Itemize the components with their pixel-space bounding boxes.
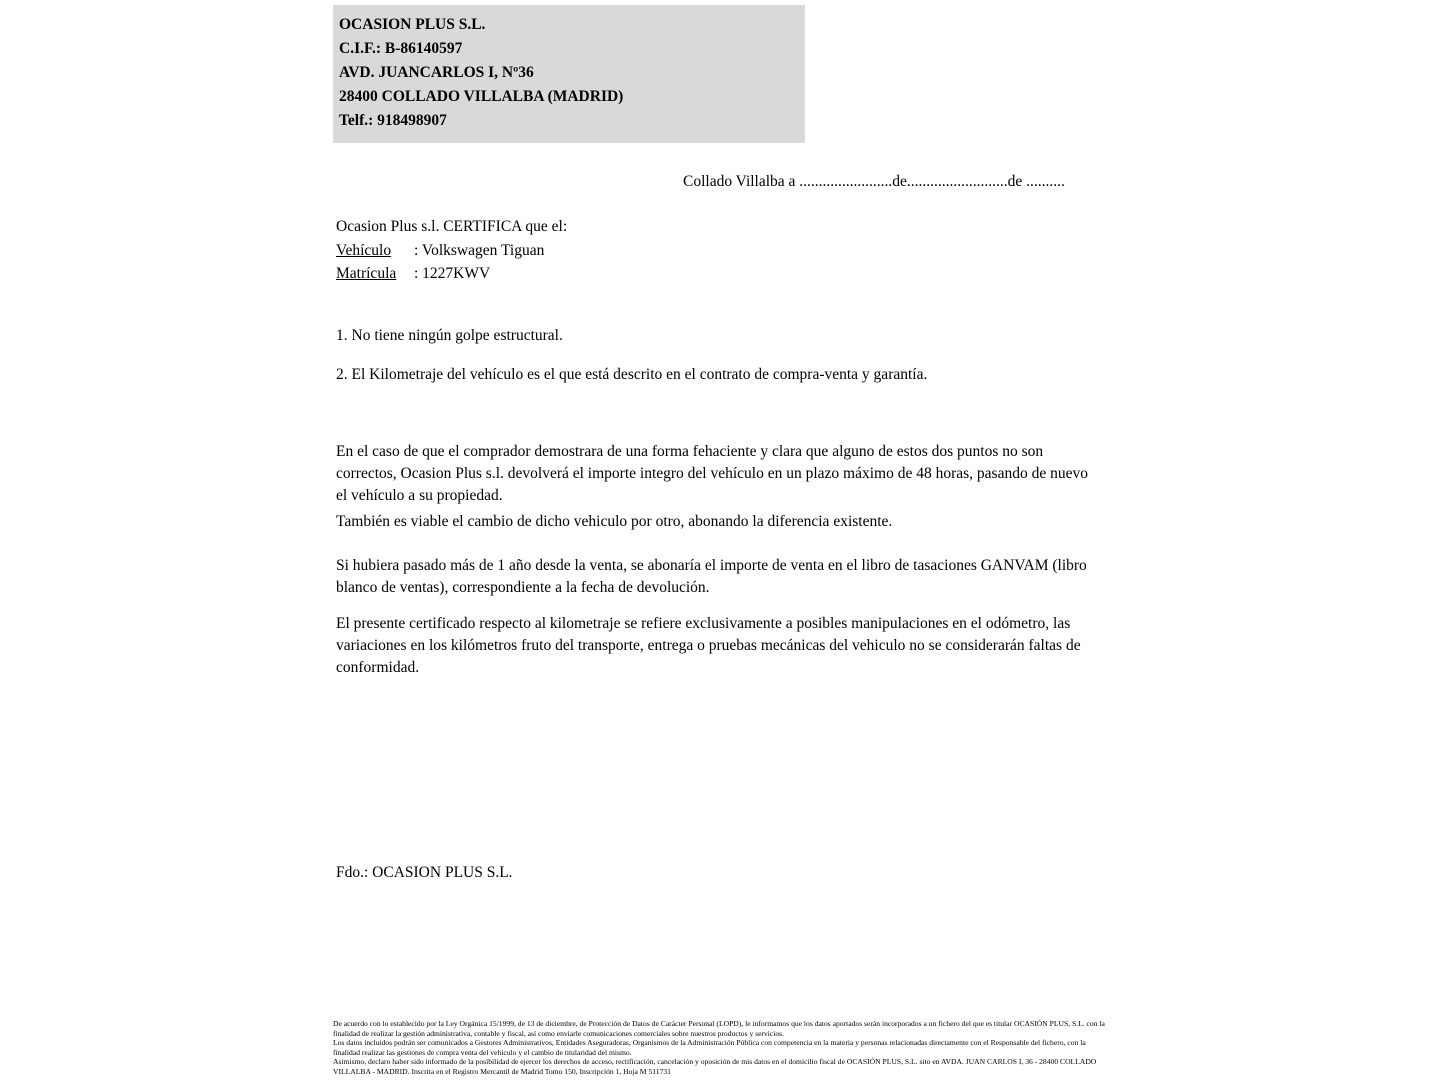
signature-line: Fdo.: OCASION PLUS S.L. [336, 864, 513, 881]
plate-label: Matrícula [336, 265, 397, 282]
company-phone: Telf.: 918498907 [339, 112, 447, 129]
point-2: 2. El Kilometraje del vehículo es el que está descrito en el contrato de compra-venta y garantía. [336, 366, 928, 383]
legal-footer [333, 1019, 1111, 1077]
company-cif: C.I.F.: B-86140597 [339, 40, 463, 57]
paragraph-refund: En el caso de que el comprador demostrara de una forma fehaciente y clara que alguno de estos dos puntos no son correctos, Ocasion Plus s.l. devolverá el importe integro del vehículo en un plazo máximo de 48 horas, pasando de nuevo el vehículo a su propiedad. [336, 443, 1088, 504]
plate-value: : 1227KWV [414, 265, 491, 282]
date-line: Collado Villalba a ........................de..........................de .......... [683, 173, 1065, 190]
plate-line [336, 263, 490, 285]
certifies-intro: Ocasion Plus s.l. CERTIFICA que el: [336, 218, 568, 235]
point-1: 1. No tiene ningún golpe estructural. [336, 327, 563, 344]
paragraph-exchange: También es viable el cambio de dicho vehiculo por otro, abonando la diferencia existente. [336, 513, 893, 530]
legal-footer-line: Asimismo, declaro haber sido informado de la posibilidad de ejercer los derechos de acceso, rectificación, cancelación y oposición de mis datos en el domicilio fiscal de OCASIÓN PLUS, S.L. sito en AVDA. JUAN CARLOS I, 36 - 28400 COLLADO VILLALBA - MADRID. Inscrita en el Registro Mercantil de Madrid Tomo 150, Inscripción 1, Hoja M 511731 [333, 1057, 1097, 1076]
legal-footer-line: Los datos incluidos podrán ser comunicados a Gestores Administrativos, Entidades Aseguradoras, Organismos de la Administración Pública con competencia en la materia y personas relacionadas directamente con el Responsable del fichero, con la finalidad realizar las gestiones de compra venta del vehículo y el cambio de titularidad del mismo. [333, 1038, 1086, 1057]
vehicle-value: : Volkswagen Tiguan [414, 242, 545, 259]
company-address: AVD. JUANCARLOS I, Nº36 [339, 64, 534, 81]
company-city: 28400 COLLADO VILLALBA (MADRID) [339, 88, 624, 105]
paragraph-ganvam: Si hubiera pasado más de 1 año desde la venta, se abonaría el importe de venta en el libro de tasaciones GANVAM (libro blanco de ventas), correspondiente a la fecha de devolución. [336, 557, 1087, 596]
vehicle-line [336, 240, 544, 262]
paragraph-odometer: El presente certificado respecto al kilometraje se refiere exclusivamente a posibles manipulaciones en el odómetro, las variaciones en los kilómetros fruto del transporte, entrega o pruebas mecánicas del vehiculo no se considerarán faltas de conformidad. [336, 615, 1081, 676]
company-header [333, 5, 805, 143]
vehicle-label: Vehículo [336, 242, 392, 259]
company-name: OCASION PLUS S.L. [339, 16, 486, 33]
legal-footer-line: De acuerdo con lo establecido por la Ley Orgánica 15/1999, de 13 de diciembre, de Protección de Datos de Carácter Personal (LOPD), le informamos que los datos aportados serán incorporados a un fichero del que es titular OCASIÓN PLUS, S.L. con la finalidad de realizar la gestión administrativa, contable y fiscal, así como enviarle comunicaciones comerciales sobre nuestros productos y servicios. [333, 1019, 1105, 1038]
